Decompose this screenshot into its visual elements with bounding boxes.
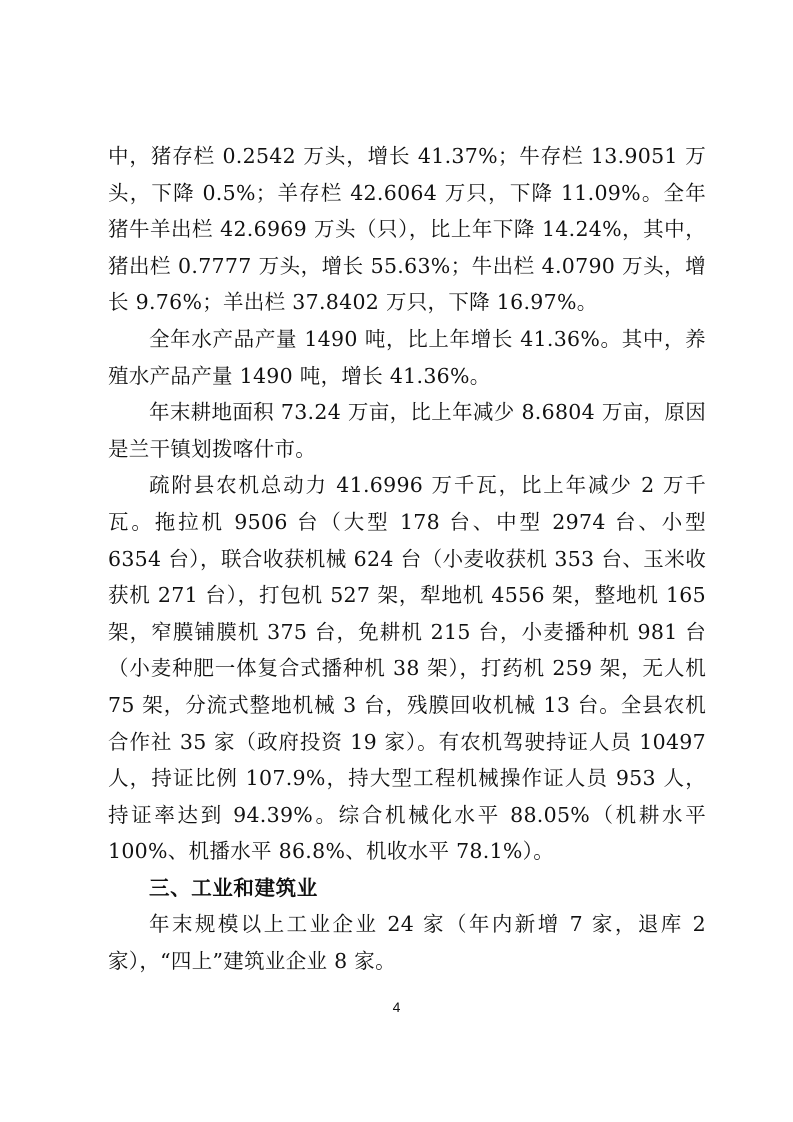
section-heading-industry-construction: 三、工业和建筑业 — [149, 875, 318, 900]
farmland-area-paragraph: 年末耕地面积 73.24 万亩，比上年减少 8.6804 万亩，原因是兰干镇划拨喀什市。 — [108, 400, 706, 461]
agricultural-machinery-paragraph: 疏附县农机总动力 41.6996 万千瓦，比上年减少 2 万千瓦。拖拉机 9506 台（大型 178 台、中型 2974 台、小型 6354 台），联合收获机械 624 台（小麦收获机 353 台、玉米收获机 271 台），打包机 527 架，犁地机 4556 架，整地机 165 架，窄膜铺膜机 375 台，免耕机 215 台，小麦播种机 981 台（小麦种肥一体复合式播种机 38 架），打药机 259 架，无人机 75 架，分流式整地机械 3 台，残膜回收机械 13 台。全县农机合作社 35 家（政府投资 19 家）。有农机驾驶持证人员 10497 人，持证比例 107.9%，持大型工程机械操作证人员 953 人，持证率达到 94.39%。综合机械化水平 88.05%（机耕水平 100%、机播水平 86.8%、机收水平 78.1%）。 — [108, 473, 706, 864]
livestock-paragraph: 中，猪存栏 0.2542 万头，增长 41.37%；牛存栏 13.9051 万头，下降 0.5%；羊存栏 42.6064 万只，下降 11.09%。全年猪牛羊出栏 42.6969 万头（只），比上年下降 14.24%，其中，猪出栏 0.7777 万头，增长 55.63%；牛出栏 4.0790 万头，增长 9.76%；羊出栏 37.8402 万只，下降 16.97%。 — [108, 144, 706, 315]
industry-enterprises-paragraph: 年末规模以上工业企业 24 家（年内新增 7 家，退库 2 家），“四上”建筑业企业 8 家。 — [108, 912, 706, 974]
document-body — [108, 138, 706, 980]
aquatic-products-paragraph: 全年水产品产量 1490 吨，比上年增长 41.36%。其中，养殖水产品产量 1490 吨，增长 41.36%。 — [108, 326, 706, 388]
page-number: 4 — [392, 999, 401, 1015]
